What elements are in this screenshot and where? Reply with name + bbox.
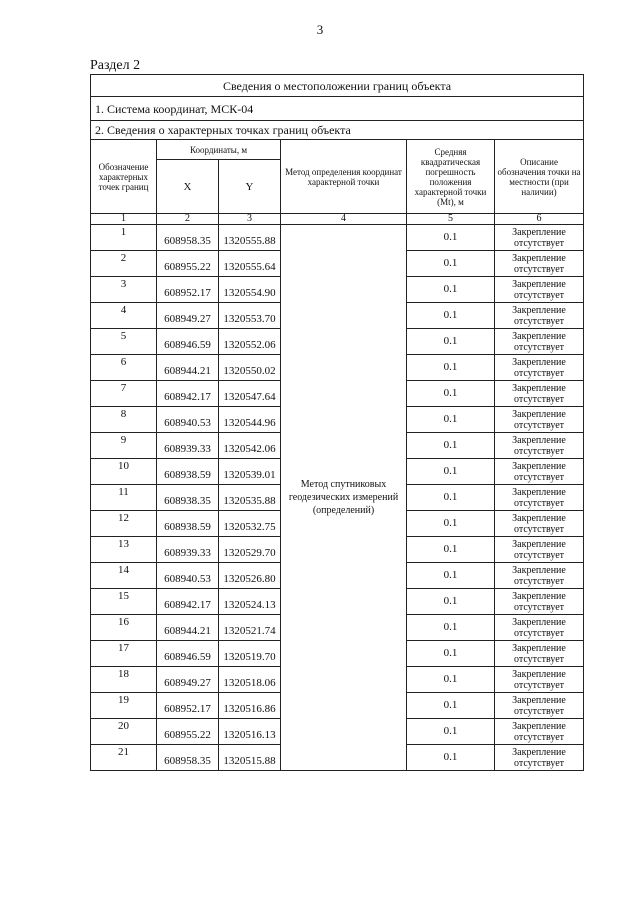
point-x: 608952.17 [157, 277, 219, 303]
point-x: 608939.33 [157, 433, 219, 459]
point-error: 0.1 [407, 511, 495, 537]
point-y: 1320529.70 [219, 537, 281, 563]
point-description: Закрепление отсутствует [495, 745, 584, 771]
point-x: 608939.33 [157, 537, 219, 563]
header-coordinates: Координаты, м [157, 140, 281, 160]
point-number: 12 [91, 511, 157, 537]
point-error: 0.1 [407, 693, 495, 719]
points-heading: 2. Сведения о характерных точках границ объекта [91, 121, 584, 140]
point-y: 1320515.88 [219, 745, 281, 771]
point-error: 0.1 [407, 745, 495, 771]
point-y: 1320535.88 [219, 485, 281, 511]
point-x: 608938.59 [157, 459, 219, 485]
point-y: 1320516.13 [219, 719, 281, 745]
point-description: Закрепление отсутствует [495, 641, 584, 667]
point-x: 608944.21 [157, 615, 219, 641]
point-y: 1320518.06 [219, 667, 281, 693]
point-description: Закрепление отсутствует [495, 407, 584, 433]
point-number: 9 [91, 433, 157, 459]
point-number: 14 [91, 563, 157, 589]
point-y: 1320553.70 [219, 303, 281, 329]
point-x: 608940.53 [157, 563, 219, 589]
point-number: 21 [91, 745, 157, 771]
point-description: Закрепление отсутствует [495, 719, 584, 745]
point-x: 608955.22 [157, 719, 219, 745]
point-error: 0.1 [407, 381, 495, 407]
point-y: 1320521.74 [219, 615, 281, 641]
point-y: 1320555.64 [219, 251, 281, 277]
point-number: 11 [91, 485, 157, 511]
point-y: 1320542.06 [219, 433, 281, 459]
point-x: 608946.59 [157, 641, 219, 667]
point-x: 608952.17 [157, 693, 219, 719]
column-number: 5 [407, 214, 495, 225]
point-description: Закрепление отсутствует [495, 563, 584, 589]
point-description: Закрепление отсутствует [495, 459, 584, 485]
point-error: 0.1 [407, 329, 495, 355]
point-error: 0.1 [407, 537, 495, 563]
point-y: 1320539.01 [219, 459, 281, 485]
coordinate-system: 1. Система координат, МСК-04 [91, 97, 584, 121]
point-y: 1320519.70 [219, 641, 281, 667]
point-x: 608940.53 [157, 407, 219, 433]
point-error: 0.1 [407, 563, 495, 589]
header-error: Средняя квадратическая погрешность положения характерной точки (Mt), м [407, 140, 495, 214]
point-error: 0.1 [407, 459, 495, 485]
header-x: X [157, 160, 219, 214]
column-number: 4 [281, 214, 407, 225]
point-description: Закрепление отсутствует [495, 277, 584, 303]
header-y: Y [219, 160, 281, 214]
point-x: 608944.21 [157, 355, 219, 381]
point-description: Закрепление отсутствует [495, 225, 584, 251]
point-number: 1 [91, 225, 157, 251]
point-description: Закрепление отсутствует [495, 355, 584, 381]
point-number: 8 [91, 407, 157, 433]
point-error: 0.1 [407, 589, 495, 615]
point-number: 17 [91, 641, 157, 667]
point-number: 18 [91, 667, 157, 693]
point-error: 0.1 [407, 251, 495, 277]
column-number-row [91, 214, 584, 225]
point-error: 0.1 [407, 277, 495, 303]
point-x: 608942.17 [157, 589, 219, 615]
point-error: 0.1 [407, 485, 495, 511]
point-number: 2 [91, 251, 157, 277]
point-y: 1320524.13 [219, 589, 281, 615]
point-y: 1320554.90 [219, 277, 281, 303]
method-cell: Метод спутниковых геодезических измерений (определений) [281, 225, 407, 771]
header-method: Метод определения координат характерной точки [281, 140, 407, 214]
page-number: 3 [316, 22, 324, 37]
point-x: 608938.59 [157, 511, 219, 537]
point-error: 0.1 [407, 433, 495, 459]
header-designation: Обозначение характерных точек границ [91, 140, 157, 214]
point-x: 608958.35 [157, 745, 219, 771]
point-error: 0.1 [407, 667, 495, 693]
point-number: 3 [91, 277, 157, 303]
point-y: 1320544.96 [219, 407, 281, 433]
point-number: 13 [91, 537, 157, 563]
point-number: 15 [91, 589, 157, 615]
column-number: 2 [157, 214, 219, 225]
header-description: Описание обозначения точки на местности (при наличии) [495, 140, 584, 214]
point-error: 0.1 [407, 303, 495, 329]
point-number: 6 [91, 355, 157, 381]
point-description: Закрепление отсутствует [495, 485, 584, 511]
column-number: 3 [219, 214, 281, 225]
point-description: Закрепление отсутствует [495, 537, 584, 563]
boundary-points-table [90, 74, 584, 771]
point-description: Закрепление отсутствует [495, 693, 584, 719]
point-y: 1320532.75 [219, 511, 281, 537]
section-title: Раздел 2 [90, 58, 141, 73]
column-number: 6 [495, 214, 584, 225]
point-description: Закрепление отсутствует [495, 381, 584, 407]
point-y: 1320526.80 [219, 563, 281, 589]
point-error: 0.1 [407, 407, 495, 433]
point-number: 16 [91, 615, 157, 641]
point-description: Закрепление отсутствует [495, 589, 584, 615]
point-number: 10 [91, 459, 157, 485]
point-x: 608958.35 [157, 225, 219, 251]
point-error: 0.1 [407, 355, 495, 381]
point-y: 1320516.86 [219, 693, 281, 719]
point-x: 608949.27 [157, 667, 219, 693]
point-y: 1320555.88 [219, 225, 281, 251]
point-number: 5 [91, 329, 157, 355]
point-number: 19 [91, 693, 157, 719]
point-number: 20 [91, 719, 157, 745]
point-y: 1320547.64 [219, 381, 281, 407]
table-title: Сведения о местоположении границ объекта [91, 75, 584, 97]
point-y: 1320552.06 [219, 329, 281, 355]
point-description: Закрепление отсутствует [495, 433, 584, 459]
point-x: 608938.35 [157, 485, 219, 511]
point-x: 608946.59 [157, 329, 219, 355]
point-y: 1320550.02 [219, 355, 281, 381]
point-number: 4 [91, 303, 157, 329]
point-error: 0.1 [407, 615, 495, 641]
point-x: 608949.27 [157, 303, 219, 329]
point-number: 7 [91, 381, 157, 407]
point-x: 608942.17 [157, 381, 219, 407]
column-number: 1 [91, 214, 157, 225]
point-description: Закрепление отсутствует [495, 615, 584, 641]
table-row [91, 225, 584, 251]
point-description: Закрепление отсутствует [495, 329, 584, 355]
point-description: Закрепление отсутствует [495, 511, 584, 537]
point-error: 0.1 [407, 641, 495, 667]
point-error: 0.1 [407, 225, 495, 251]
point-description: Закрепление отсутствует [495, 303, 584, 329]
point-error: 0.1 [407, 719, 495, 745]
point-x: 608955.22 [157, 251, 219, 277]
point-description: Закрепление отсутствует [495, 251, 584, 277]
point-description: Закрепление отсутствует [495, 667, 584, 693]
